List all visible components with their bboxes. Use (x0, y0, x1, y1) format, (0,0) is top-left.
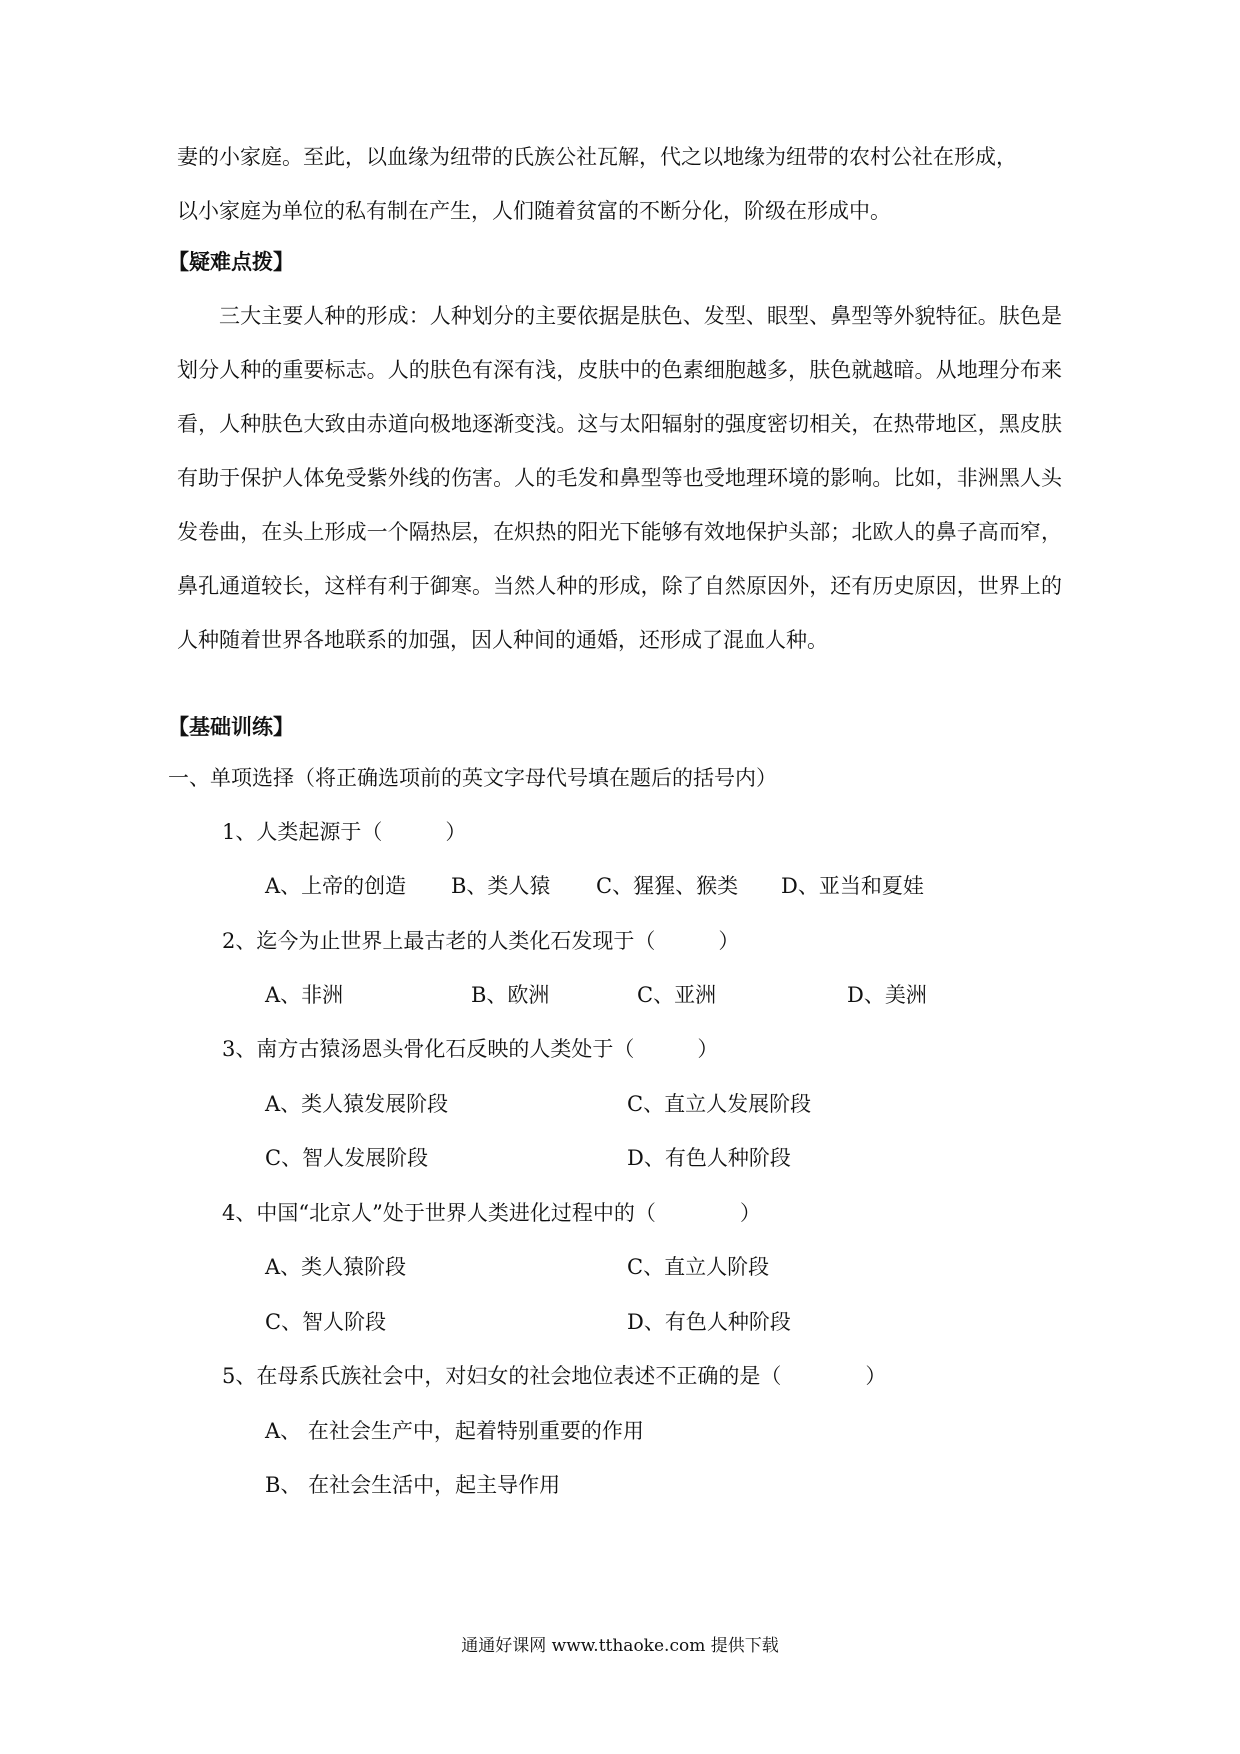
question-3-options-row-1 (265, 1089, 965, 1119)
question-3-options-row-2 (265, 1143, 965, 1173)
question-1-options (265, 871, 965, 901)
option-c: C、猩猩、猴类 (596, 874, 739, 898)
question-4-options-row-2 (265, 1307, 965, 1337)
question-1: 1、人类起源于（ ） (222, 820, 467, 844)
question-2-options (265, 980, 965, 1010)
question-3: 3、南方古猿汤恩头骨化石反映的人类处于（ ） (222, 1037, 719, 1061)
option-a: A、类人猿阶段 (265, 1255, 407, 1279)
option-c: C、智人发展阶段 (265, 1146, 429, 1170)
difficulty-heading: 【疑难点拨】 (168, 250, 294, 274)
question-5-option-b: B、 在社会生活中，起主导作用 (265, 1473, 561, 1497)
intro-line-1: 妻的小家庭。至此，以血缘为纽带的氏族公社瓦解，代之以地缘为纽带的农村公社在形成， (177, 145, 1017, 169)
question-5: 5、在母系氏族社会中，对妇女的社会地位表述不正确的是（ ） (222, 1364, 887, 1388)
option-a: A、非洲 (265, 983, 344, 1007)
page-footer: 通通好课网 www.tthaoke.com 提供下载 (461, 1636, 779, 1656)
option-c: C、亚洲 (637, 983, 717, 1007)
question-2: 2、迄今为止世界上最古老的人类化石发现于（ ） (222, 929, 740, 953)
option-d: D、有色人种阶段 (627, 1310, 791, 1334)
option-d: D、美洲 (847, 983, 927, 1007)
question-4-options-row-1 (265, 1252, 965, 1282)
training-heading: 【基础训练】 (168, 715, 294, 739)
option-b: B、欧洲 (471, 983, 550, 1007)
option-b: B、类人猿 (451, 874, 551, 898)
difficulty-paragraph: 三大主要人种的形成：人种划分的主要依据是肤色、发型、眼型、鼻型等外貌特征。肤色是划分人种的重要标志。人的肤色有深有浅，皮肤中的色素细胞越多，肤色就越暗。从地理分布来看，人种肤色大致由赤道向极地逐渐变浅。这与太阳辐射的强度密切相关，在热带地区，黑皮肤有助于保护人体免受紫外线的伤害。人的毛发和鼻型等也受地理环境的影响。比如，非洲黑人头发卷曲，在头上形成一个隔热层，在炽热的阳光下能够有效地保护头部；北欧人的鼻子高而窄，鼻孔通道较长，这样有利于御寒。当然人种的形成，除了自然原因外，还有历史原因，世界上的人种随着世界各地联系的加强，因人种间的通婚，还形成了混血人种。 (177, 304, 1062, 652)
question-4: 4、中国“北京人”处于世界人类进化过程中的（ ） (222, 1201, 761, 1225)
section-title: 一、单项选择（将正确选项前的英文字母代号填在题后的括号内） (168, 766, 777, 790)
option-d: D、亚当和夏娃 (781, 874, 924, 898)
option-a: A、上帝的创造 (265, 874, 407, 898)
option-c: C、直立人阶段 (627, 1255, 770, 1279)
question-5-option-a: A、 在社会生产中，起着特别重要的作用 (265, 1419, 644, 1443)
option-a: A、类人猿发展阶段 (265, 1092, 449, 1116)
option-d: D、有色人种阶段 (627, 1146, 791, 1170)
option-c: C、直立人发展阶段 (627, 1092, 812, 1116)
intro-line-2: 以小家庭为单位的私有制在产生，人们随着贫富的不断分化，阶级在形成中。 (177, 199, 891, 223)
option-c: C、智人阶段 (265, 1310, 387, 1334)
